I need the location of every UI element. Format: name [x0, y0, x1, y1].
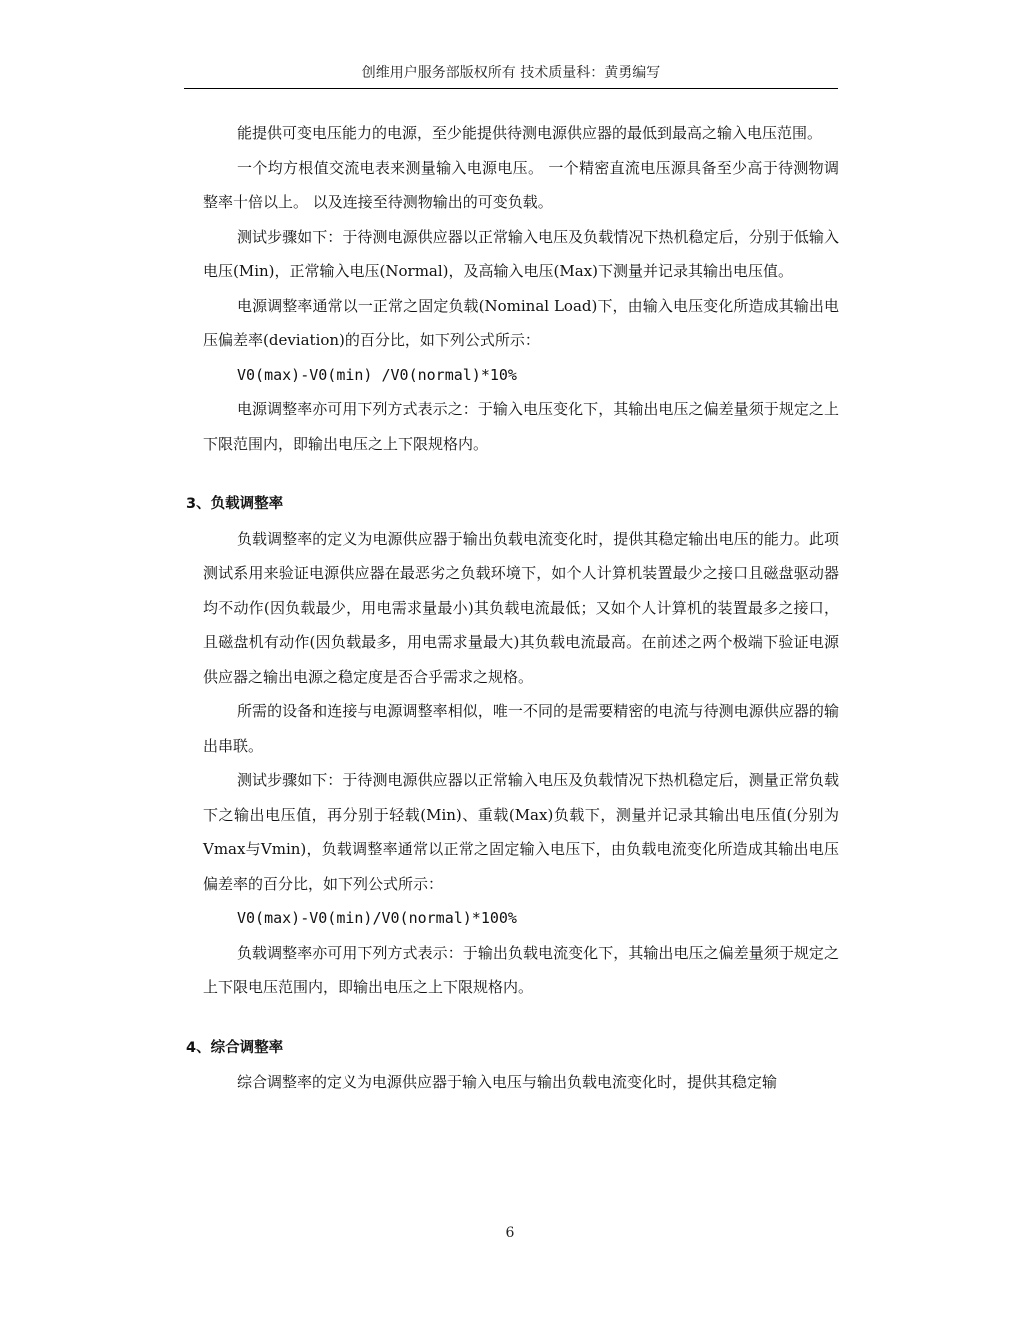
paragraph-test-steps-line: 测试步骤如下：于待测电源供应器以正常输入电压及负载情况下热机稳定后，分别于低输入电压(Min)，正常输入电压(Normal)，及高输入电压(Max)下测量并记录其输出电压值。 — [203, 227, 839, 280]
paragraph-test-steps-load: 测试步骤如下：于待测电源供应器以正常输入电压及负载情况下热机稳定后，测量正常负载下之输出电压值，再分别于轻载(Min)、重载(Max)负载下，测量并记录其输出电压值(分别为Vmax与Vmin)，负载调整率通常以正常之固定输入电压下，由负载电流变化所造成其输出电压偏差率的百分比，如下列公式所示： — [203, 771, 839, 893]
paragraph-input-source: 能提供可变电压能力的电源，至少能提供待测电源供应器的最低到最高之输入电压范围。 — [237, 124, 823, 142]
section-gap — [203, 1005, 839, 1031]
paragraph-load-regulation-definition: 负载调整率的定义为电源供应器于输出负载电流变化时，提供其稳定输出电压的能力。此项测试系用来验证电源供应器在最恶劣之负载环境下，如个人计算机装置最少之接口且磁盘驱动器均不动作(因负载最少，用电需求量最小)其负载电流最低；又如个人计算机的装置最多之接口，且磁盘机有动作(因负载最多，用电需求量最大)其负载电流最高。在前述之两个极端下验证电源供应器之输出电源之稳定度是否合乎需求之规格。 — [203, 529, 839, 686]
paragraph-equipment: 所需的设备和连接与电源调整率相似，唯一不同的是需要精密的电流与待测电源供应器的输出串联。 — [203, 702, 839, 755]
formula-line-regulation: V0(max)-V0(min) /V0(normal)*10% — [237, 365, 517, 384]
paragraph-line-regulation-definition: 电源调整率通常以一正常之固定负载(Nominal Load)下，由输入电压变化所造成其输出电压偏差率(deviation)的百分比，如下列公式所示： — [203, 296, 839, 349]
paragraph-rms-meter: 一个均方根值交流电表来测量输入电源电压。 一个精密直流电压源具备至少高于待测物调整率十倍以上。 以及连接至待测物输出的可变负载。 — [203, 158, 839, 211]
paragraph-combined-regulation-definition: 综合调整率的定义为电源供应器于输入电压与输出负载电流变化时，提供其稳定输 — [237, 1073, 778, 1091]
page-header: 创维用户服务部版权所有 技术质量科：黄勇编写 — [184, 62, 838, 89]
paragraph-load-regulation-alt: 负载调整率亦可用下列方式表示：于输出负载电流变化下，其输出电压之偏差量须于规定之上下限电压范围内，即输出电压之上下限规格内。 — [203, 943, 839, 996]
page-number: 6 — [505, 1225, 515, 1241]
section-heading-load-regulation: 3、负载调整率 — [186, 496, 284, 512]
paragraph-line-regulation-alt: 电源调整率亦可用下列方式表示之：于输入电压变化下，其输出电压之偏差量须于规定之上下限范围内，即输出电压之上下限规格内。 — [203, 400, 839, 453]
section-gap — [203, 461, 839, 487]
formula-load-regulation: V0(max)-V0(min)/V0(normal)*100% — [237, 909, 517, 927]
page-content — [186, 116, 839, 1100]
section-heading-combined-regulation: 4、综合调整率 — [186, 1039, 284, 1056]
